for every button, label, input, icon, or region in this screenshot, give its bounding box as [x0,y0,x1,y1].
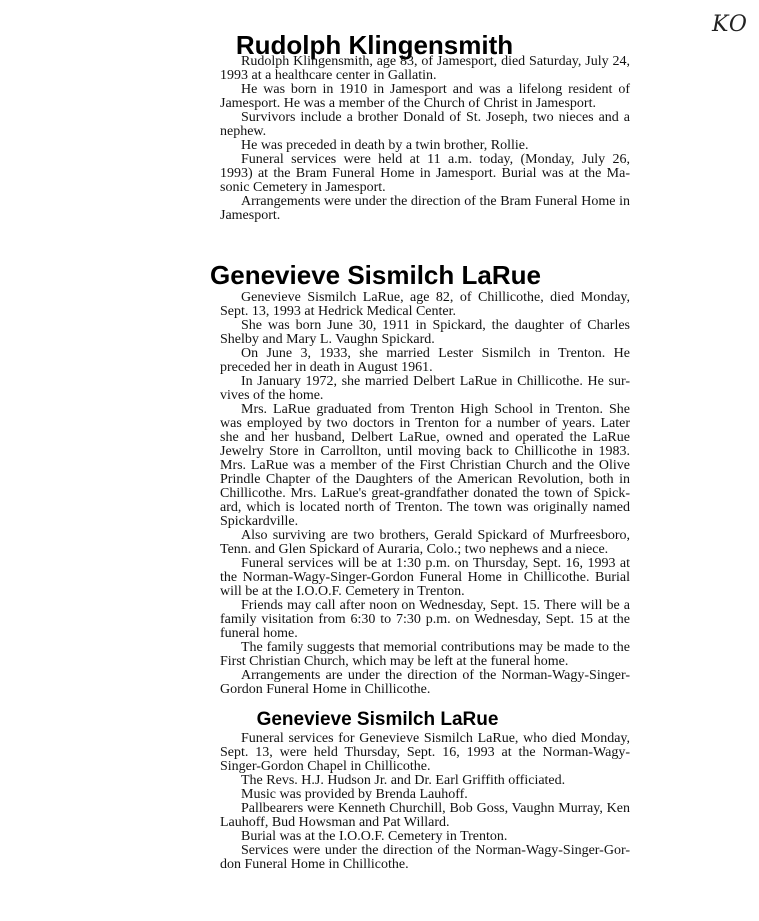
paragraph [220,830,630,844]
text-line: Jamesport. [220,208,281,223]
text-line: Prindle Chapter of the Daughters of the American Revolution, both in [220,472,630,487]
text-line: was employed by two doctors in Trenton for a number of years. Later [220,416,630,431]
text-line: Spickardville. [220,514,299,529]
text-line: Arrangements are under the direction of the Norman-Wagy-Singer- [241,668,630,683]
obituary-title: Genevieve Sismilch LaRue [256,709,499,730]
paragraph [220,403,630,529]
text-line: sonic Cemetery in Jamesport. [220,180,386,195]
text-line: Music was provided by Brenda Lauhoff. [241,787,468,802]
obituary-body [220,291,630,697]
text-line: Rudolph Klingensmith, age 83, of Jamesport, died Saturday, July 24, [241,54,630,69]
text-line: Gordon Funeral Home in Chillicothe. [220,682,431,697]
paragraph [220,154,630,196]
text-line: Arrangements were under the direction of the Bram Funeral Home in [241,194,630,209]
paragraph [220,599,630,641]
text-line: Chillicothe. Mrs. LaRue's great-grandfather donated the town of Spick- [220,486,630,501]
text-line: the Norman-Wagy-Singer-Gordon Funeral Home in Chillicothe. Burial [220,570,630,585]
text-line: Funeral services were held at 11 a.m. today, (Monday, July 26, [241,152,630,167]
text-line: preceded her in death in August 1961. [220,360,433,375]
text-line: Sept. 13, were held Thursday, Sept. 16, 1993 at the Norman-Wagy- [220,745,630,760]
text-line: The Revs. H.J. Hudson Jr. and Dr. Earl Griffith officiated. [241,773,566,788]
handwritten-note: KO [712,12,748,37]
text-line: don Funeral Home in Chillicothe. [220,857,409,872]
paragraph [220,641,630,669]
paragraph [220,669,630,697]
paragraph [220,732,630,774]
paragraph [220,196,630,224]
text-line: Jamesport. He was a member of the Church of Christ in Jamesport. [220,96,596,111]
text-line: Funeral services for Genevieve Sismilch LaRue, who died Monday, [241,731,630,746]
obituary-title: Genevieve Sismilch LaRue [210,260,541,290]
paragraph [220,291,630,319]
text-line: She was born June 30, 1911 in Spickard, the daughter of Charles [241,318,630,333]
paragraph [220,347,630,375]
text-line: funeral home. [220,626,298,641]
paragraph [220,84,630,112]
text-line: Also surviving are two brothers, Gerald Spickard of Murfreesboro, [241,528,630,543]
text-line: 1993 at a healthcare center in Gallatin. [220,68,437,83]
text-line: Genevieve Sismilch LaRue, age 82, of Chillicothe, died Monday, [241,290,630,305]
text-line: Services were under the direction of the Norman-Wagy-Singer-Gor- [241,843,630,858]
obituary-title: Rudolph Klingensmith [235,30,514,60]
text-line: Jewelry Store in Carrollton, until moving back to Chillicothe in 1983. [220,444,630,459]
paragraph [220,788,630,802]
text-line: nephew. [220,124,267,139]
paragraph [220,529,630,557]
text-line: Shelby and Mary L. Vaughn Spickard. [220,332,435,347]
text-line: The family suggests that memorial contributions may be made to the [241,640,630,655]
paragraph [220,319,630,347]
paragraph [220,557,630,599]
text-line: Pallbearers were Kenneth Churchill, Bob Goss, Vaughn Murray, Ken [241,801,630,816]
text-line: Lauhoff, Bud Howsman and Pat Willard. [220,815,450,830]
text-line: Survivors include a brother Donald of St. Joseph, two nieces and a [241,110,630,125]
text-line: He was preceded in death by a twin brother, Rollie. [241,138,529,153]
text-line: In January 1972, she married Delbert LaRue in Chillicothe. He sur- [241,374,630,389]
text-line: Burial was at the I.O.O.F. Cemetery in Trenton. [241,829,508,844]
text-line: ard, which is located north of Trenton. The town was originally named [220,500,630,515]
obituary-body [220,56,630,224]
paragraph [220,112,630,140]
paragraph [220,844,630,872]
text-line: vives of the home. [220,388,324,403]
obituary-body [220,732,630,872]
text-line: family visitation from 6:30 to 7:30 p.m. on Wednesday, Sept. 15 at the [220,612,630,627]
text-line: will be at the I.O.O.F. Cemetery in Trenton. [220,584,465,599]
text-line: Mrs. LaRue was a member of the First Christian Church and the Olive [220,458,630,473]
text-line: Singer-Gordon Chapel in Chillicothe. [220,759,431,774]
text-line: she and her husband, Delbert LaRue, owned and operated the LaRue [220,430,630,445]
text-line: 1993) at the Bram Funeral Home in Jamesport. Burial was at the Ma- [220,166,630,181]
text-line: First Christian Church, which may be left at the funeral home. [220,654,569,669]
paragraph [220,375,630,403]
text-line: He was born in 1910 in Jamesport and was a lifelong resident of [241,82,630,97]
text-line: Funeral services will be at 1:30 p.m. on Thursday, Sept. 16, 1993 at [241,556,630,571]
paragraph [220,56,630,84]
paragraph [220,774,630,788]
text-line: Tenn. and Glen Spickard of Auraria, Colo.; two nephews and a niece. [220,542,609,557]
text-line: Sept. 13, 1993 at Hedrick Medical Center. [220,304,456,319]
text-line: Mrs. LaRue graduated from Trenton High School in Trenton. She [241,402,630,417]
text-line: On June 3, 1933, she married Lester Sismilch in Trenton. He [241,346,630,361]
paragraph [220,802,630,830]
text-line: Friends may call after noon on Wednesday, Sept. 15. There will be a [241,598,630,613]
